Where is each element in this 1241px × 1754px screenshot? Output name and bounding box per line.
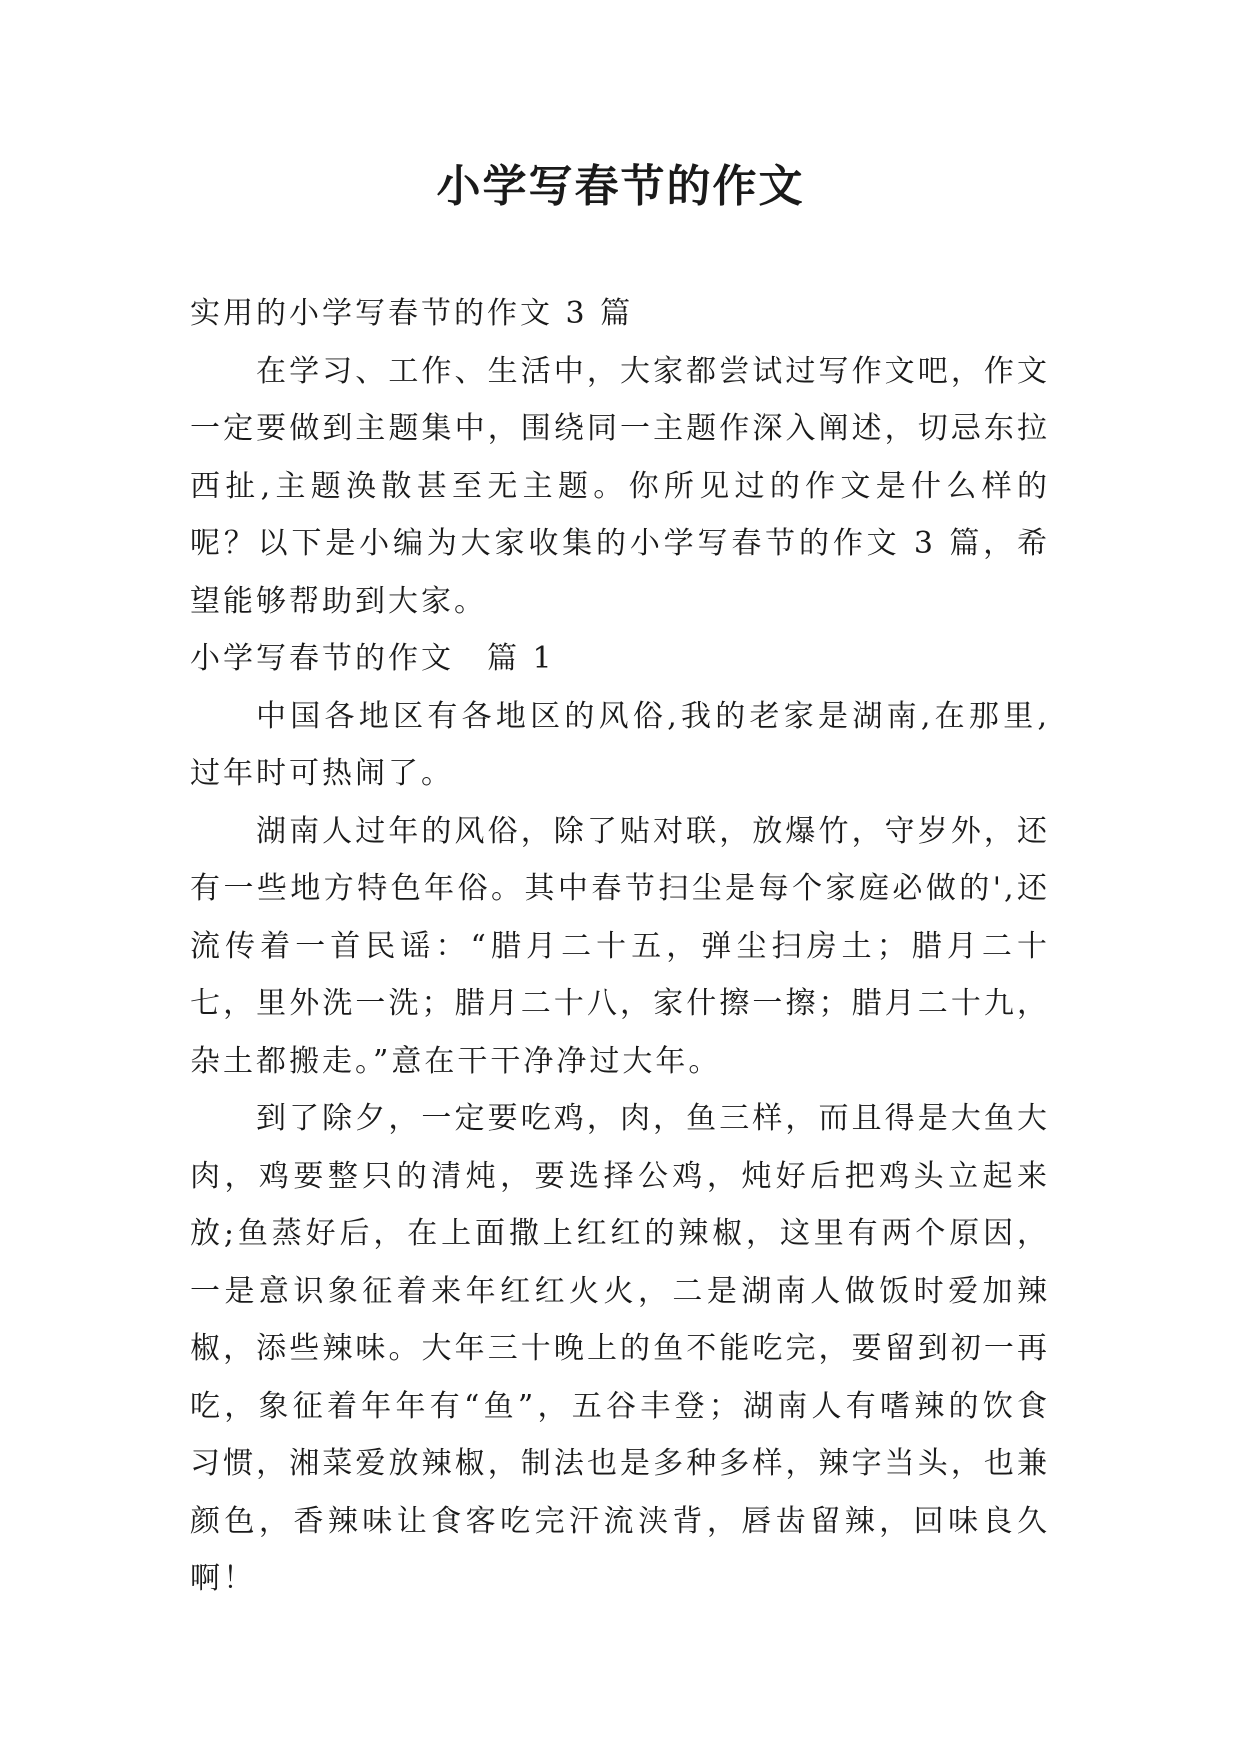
- document-body: [190, 285, 1050, 1608]
- document-title: 小学写春节的作文: [436, 161, 805, 212]
- body-paragraph: 中国各地区有各地区的风俗,我的老家是湖南,在那里,过年时可热闹了。: [190, 698, 1050, 791]
- section-heading: 小学写春节的作文 篇 1: [190, 641, 555, 676]
- document-subtitle: 实用的小学写春节的作文 3 篇: [190, 296, 634, 331]
- body-paragraph: 湖南人过年的风俗，除了贴对联，放爆竹，守岁外，还有一些地方特色年俗。其中春节扫尘是每个家庭必做的',还流传着一首民谣：“腊月二十五，弹尘扫房土；腊月二十七，里外洗一洗；腊月二十八，家什擦一擦；腊月二十九，杂土都搬走。”意在干干净净过大年。: [190, 813, 1050, 1079]
- body-paragraph: 到了除夕，一定要吃鸡，肉，鱼三样，而且得是大鱼大肉，鸡要整只的清炖，要选择公鸡，炖好后把鸡头立起来放;鱼蒸好后，在上面撒上红红的辣椒，这里有两个原因，一是意识象征着来年红红火火，二是湖南人做饭时爱加辣椒，添些辣味。大年三十晚上的鱼不能吃完，要留到初一再吃，象征着年年有“鱼”，五谷丰登；湖南人有嗜辣的饮食习惯，湘菜爱放辣椒，制法也是多种多样，辣字当头，也兼颜色，香辣味让食客吃完汗流浃背，唇齿留辣，回味良久啊！: [190, 1101, 1050, 1596]
- intro-paragraph: 在学习、工作、生活中，大家都尝试过写作文吧，作文一定要做到主题集中，围绕同一主题作深入阐述，切忌东拉西扯,主题涣散甚至无主题。你所见过的作文是什么样的呢？以下是小编为大家收集的小学写春节的作文 3 篇，希望能够帮助到大家。: [190, 353, 1050, 619]
